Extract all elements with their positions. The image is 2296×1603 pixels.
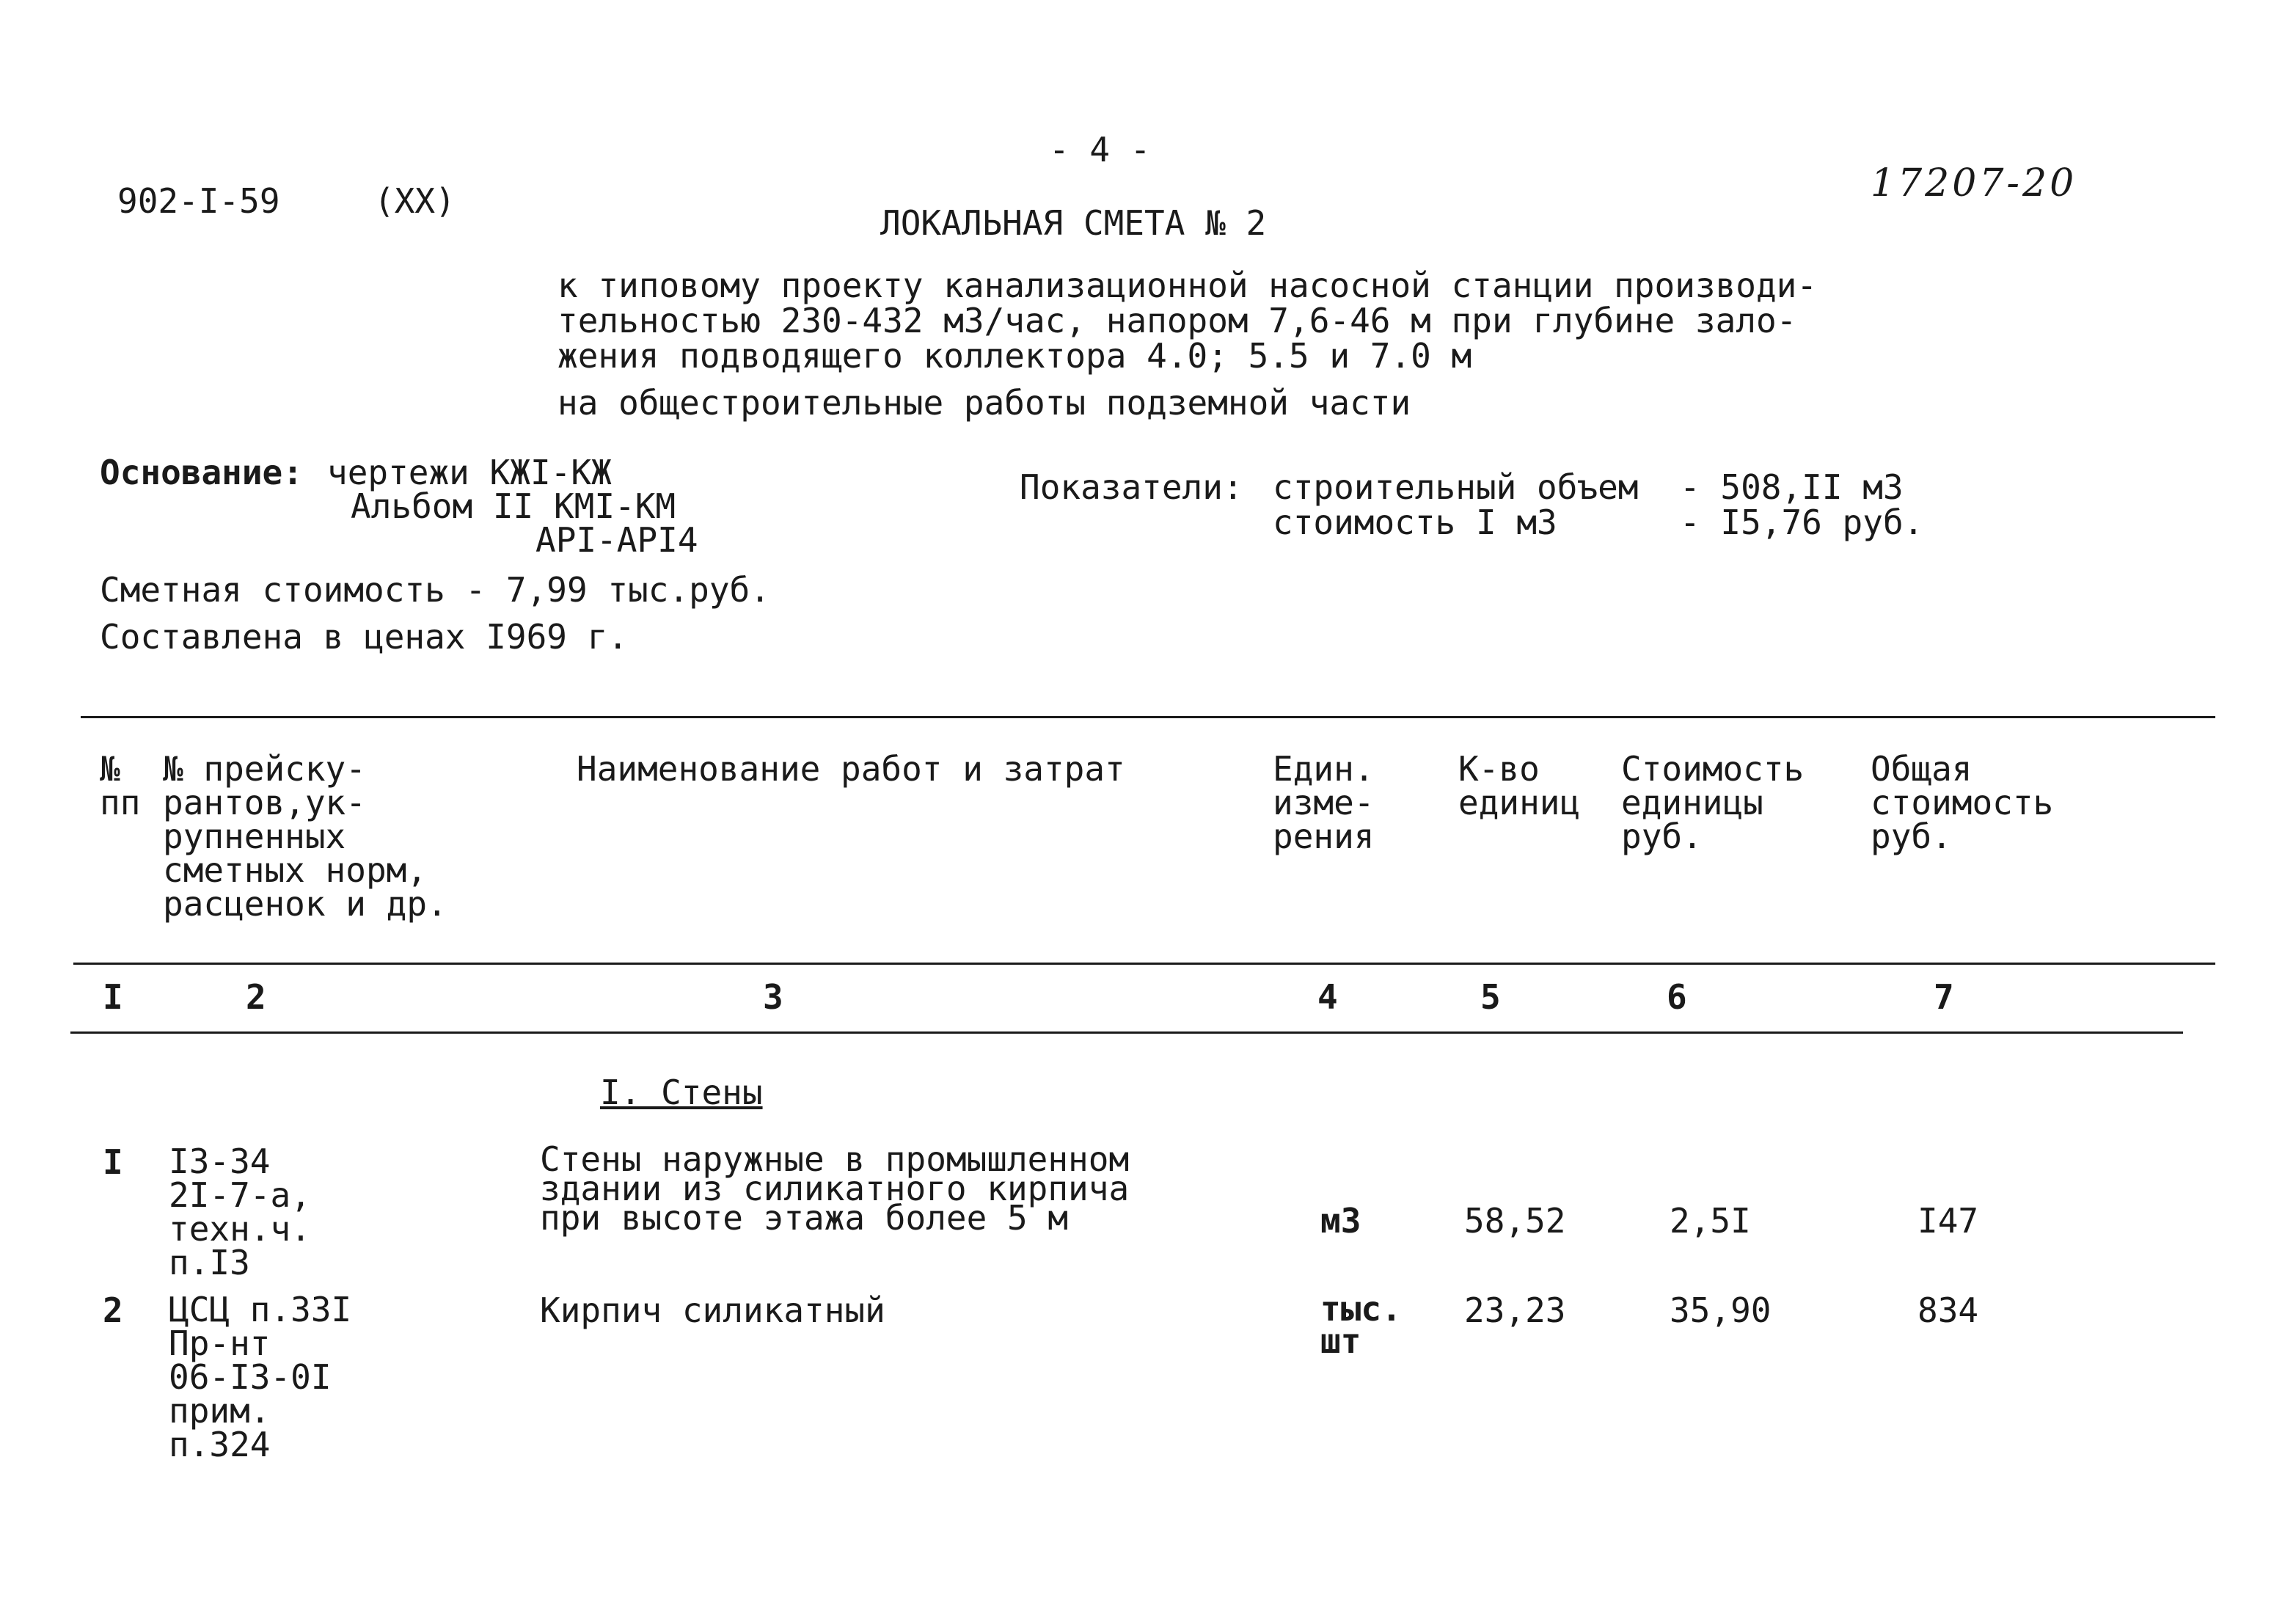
handwritten-number: 17207-20 — [1871, 161, 2077, 205]
header-unit-cost: Стоимость единицы руб. — [1621, 749, 1805, 856]
page-number: - 4 - — [1049, 130, 1151, 169]
row-2-quantity: 23,23 — [1464, 1290, 1566, 1330]
row-2-unit-cost: 35,90 — [1670, 1290, 1772, 1330]
column-number-5: 5 — [1480, 977, 1501, 1017]
document-title: ЛОКАЛЬНАЯ СМЕТА № 2 — [880, 203, 1267, 243]
header-price-list-ref: № прейску- рантов,ук- рупненных сметных норм, расценок и др. — [163, 749, 447, 924]
column-number-4: 4 — [1317, 977, 1338, 1017]
document-series: (XX) — [374, 181, 456, 221]
document-code: 902-I-59 — [117, 181, 280, 221]
row-1-quantity: 58,52 — [1464, 1201, 1566, 1241]
column-number-2: 2 — [246, 977, 266, 1017]
cost-per-m3-label: стоимость I м3 — [1273, 503, 1557, 542]
header-row-number: № пп — [100, 749, 141, 822]
header-total-cost: Общая стоимость руб. — [1871, 749, 2054, 856]
column-number-1: I — [103, 977, 123, 1017]
row-2-unit: тыс. шт — [1320, 1289, 1402, 1361]
column-number-3: 3 — [763, 977, 783, 1017]
table-top-rule — [81, 716, 2215, 718]
building-volume-label: строительный объем — [1273, 467, 1639, 507]
row-1-number: I — [103, 1142, 123, 1182]
basis-label: Основание: — [100, 453, 303, 492]
prices-year: Составлена в ценах I969 г. — [100, 617, 629, 657]
row-1-unit: м3 — [1320, 1201, 1361, 1241]
estimated-cost: Сметная стоимость - 7,99 тыс.руб. — [100, 570, 770, 610]
row-1-reference: I3-34 2I-7-а, техн.ч. п.I3 — [169, 1142, 311, 1282]
subtitle-works: на общестроительные работы подземной части — [557, 383, 1411, 423]
row-2-total-cost: 834 — [1917, 1290, 1979, 1330]
column-number-6: 6 — [1667, 977, 1687, 1017]
row-1-work-name: Стены наружные в промышленном здании из силикатного кирпича при высоте этажа более 5 м — [540, 1139, 1130, 1238]
basis-sheets: API-API4 — [535, 520, 698, 560]
indicators-label: Показатели: — [1020, 467, 1243, 507]
basis-album: Альбом II КМI-КМ — [351, 486, 676, 526]
row-1-unit-cost: 2,5I — [1670, 1201, 1751, 1241]
building-volume-value: - 508,II м3 — [1680, 467, 1904, 507]
table-numbers-rule — [70, 1031, 2183, 1034]
column-number-7: 7 — [1934, 977, 1954, 1017]
header-unit: Един. изме- рения — [1273, 749, 1375, 856]
subtitle-line-2: тельностью 230-432 м3/час, напором 7,6-46 м при глубине зало- — [557, 301, 1797, 340]
row-2-reference: ЦСЦ п.33I Пр-нт 06-I3-0I прим. п.324 — [169, 1290, 352, 1464]
row-2-number: 2 — [103, 1290, 123, 1330]
cost-per-m3-value: - I5,76 руб. — [1680, 503, 1924, 542]
basis-drawings: чертежи КЖI-КЖ — [327, 453, 612, 492]
subtitle-line-1: к типовому проекту канализационной насосной станции производи- — [557, 266, 1818, 305]
row-1-total-cost: I47 — [1917, 1201, 1979, 1241]
section-title: I. Стены — [600, 1073, 763, 1112]
table-header-rule — [73, 963, 2215, 965]
row-2-work-name: Кирпич силикатный — [540, 1290, 885, 1330]
header-quantity: К-во единиц — [1458, 749, 1581, 822]
subtitle-line-3: жения подводящего коллектора 4.0; 5.5 и 7.0 м — [557, 336, 1472, 376]
header-work-name: Наименование работ и затрат — [577, 749, 1125, 789]
